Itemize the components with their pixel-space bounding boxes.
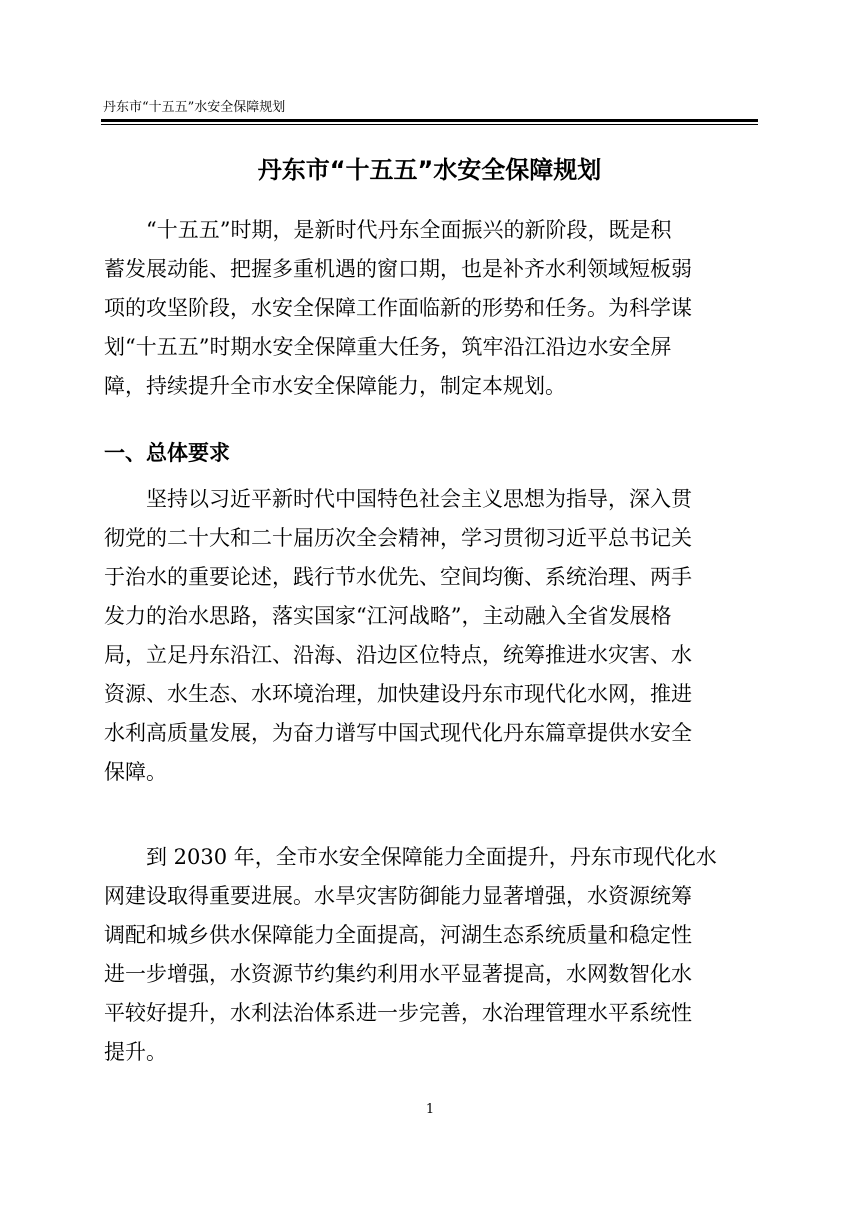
paragraph-line: 障，持续提升全市水安全保障能力，制定本规划。 [104,374,566,398]
paragraph-line: 网建设取得重要进展。水旱灾害防御能力显著增强，水资源统筹 [104,884,692,908]
paragraph-line: 平较好提升，水利法治体系进一步完善，水治理管理水平系统性 [104,1001,692,1025]
paragraph-line: 水利高质量发展，为奋力谱写中国式现代化丹东篇章提供水安全 [104,721,692,745]
page-number: 1 [425,1102,435,1117]
paragraph-line: 提升。 [104,1040,167,1064]
paragraph-line: 调配和城乡供水保障能力全面提高，河湖生态系统质量和稳定性 [104,923,692,947]
section-paragraph-1 [104,480,764,792]
paragraph-line: 蓄发展动能、把握多重机遇的窗口期，也是补齐水利领域短板弱 [104,257,692,281]
paragraph-line: 项的攻坚阶段，水安全保障工作面临新的形势和任务。为科学谋 [104,296,692,320]
running-header: 丹东市“十五五”水安全保障规划 [103,100,286,115]
header-rule [101,119,758,122]
section-paragraph-2 [104,838,764,1072]
paragraph-line: 彻党的二十大和二十届历次全会精神，学习贯彻习近平总书记关 [104,526,692,550]
paragraph-line: 局，立足丹东沿江、沿海、沿边区位特点，统筹推进水灾害、水 [104,643,692,667]
paragraph-line: 进一步增强，水资源节约集约利用水平显著提高，水网数智化水 [104,962,692,986]
paragraph-line: “十五五”时期，是新时代丹东全面振兴的新阶段，既是积 [146,218,672,242]
paragraph-line: 坚持以习近平新时代中国特色社会主义思想为指导，深入贯 [146,487,692,511]
header-rule-thin [101,124,758,125]
paragraph-line: 于治水的重要论述，践行节水优先、空间均衡、系统治理、两手 [104,565,692,589]
paragraph-line: 资源、水生态、水环境治理，加快建设丹东市现代化水网，推进 [104,682,692,706]
paragraph-line: 到 2030 年，全市水安全保障能力全面提升，丹东市现代化水 [146,845,717,869]
paragraph-line: 划“十五五”时期水安全保障重大任务，筑牢沿江沿边水安全屏 [104,335,672,359]
paragraph-line: 保障。 [104,760,167,784]
document-title: 丹东市“十五五”水安全保障规划 [257,156,602,184]
paragraph-line: 发力的治水思路，落实国家“江河战略”，主动融入全省发展格 [104,604,672,628]
section-heading: 一、总体要求 [104,441,230,465]
intro-paragraph [104,211,764,406]
